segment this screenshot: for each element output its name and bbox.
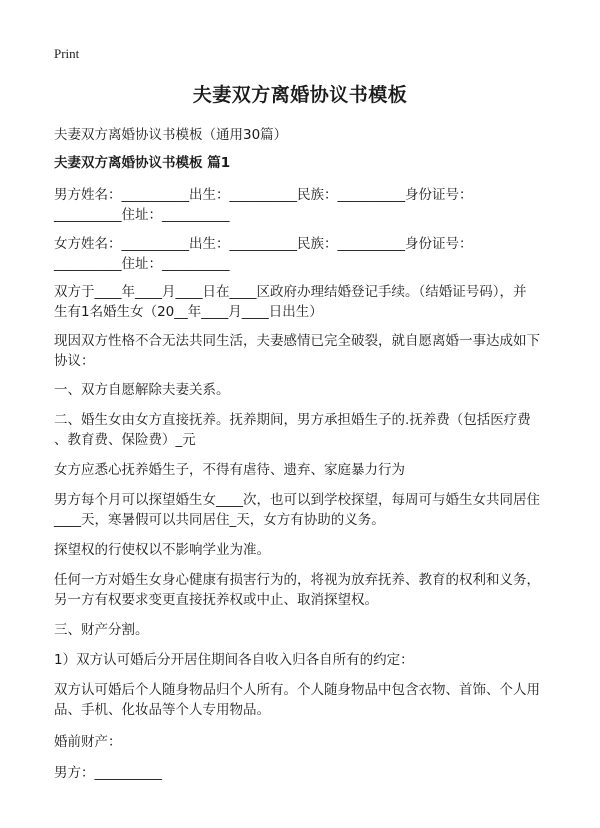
male-info-line-2: __________住址：__________	[54, 207, 230, 223]
document-title: 夫妻双方离婚协议书模板	[192, 84, 408, 106]
male-info-line-1: 男方姓名：__________出生：__________民族：__________身份证号：	[54, 187, 473, 203]
paragraph-line: ____天，寒暑假可以共同居住_天，女方有协助的义务。	[54, 512, 385, 528]
subtitle: 夫妻双方离婚协议书模板（通用30篇）	[54, 127, 288, 143]
paragraph-line: 任何一方对婚生女身心健康有损害行为的，将视为放弃抚养、教育的权利和义务，	[54, 572, 540, 588]
clause-three: 三、财产分割。	[54, 622, 149, 638]
paragraph-line: 婚前财产：	[54, 734, 122, 750]
paragraph-line: 女方应悉心抚养婚生子，不得有虐待、遗弃、家庭暴力行为	[54, 462, 405, 478]
paragraph-line: 协议：	[54, 353, 95, 369]
clause-two-line-1: 二、婚生女由女方直接抚养。抚养期间，男方承担婚生子的.抚养费（包括医疗费	[54, 412, 531, 428]
paragraph-line: 男方：__________	[54, 765, 162, 781]
paragraph-line: 现因双方性格不合无法共同生活，夫妻感情已完全破裂，就自愿离婚一事达成如下	[54, 333, 540, 349]
paragraph-line: 双方认可婚后个人随身物品归个人所有。个人随身物品中包含衣物、首饰、个人用	[54, 682, 540, 698]
paragraph-line: 男方每个月可以探望婚生女____次，也可以到学校探望，每周可与婚生女共同居住	[54, 492, 540, 508]
section-heading: 夫妻双方离婚协议书模板 篇1	[54, 155, 231, 171]
paragraph-line: 品、手机、化妆品等个人专用物品。	[54, 702, 270, 718]
clause-one: 一、双方自愿解除夫妻关系。	[54, 382, 230, 398]
paragraph-line: 另一方有权要求变更直接抚养权或中止、取消探望权。	[54, 592, 378, 608]
paragraph-line: 1）双方认可婚后分开居住期间各自收入归各自所有的约定：	[54, 652, 414, 668]
paragraph-line: 双方于____年____月____日在____区政府办理结婚登记手续。（结婚证号码），并	[54, 284, 527, 300]
clause-two-line-2: 、教育费、保险费）_元	[54, 432, 196, 448]
paragraph-line: 探望权的行使权以不影响学业为准。	[54, 542, 270, 558]
female-info-line-2: __________住址：__________	[54, 256, 230, 272]
paragraph-line: 生有1名婚生女（20__年____月____日出生）	[54, 304, 323, 320]
female-info-line-1: 女方姓名：__________出生：__________民族：__________身份证号：	[54, 236, 473, 252]
print-link[interactable]: Print	[54, 46, 80, 61]
